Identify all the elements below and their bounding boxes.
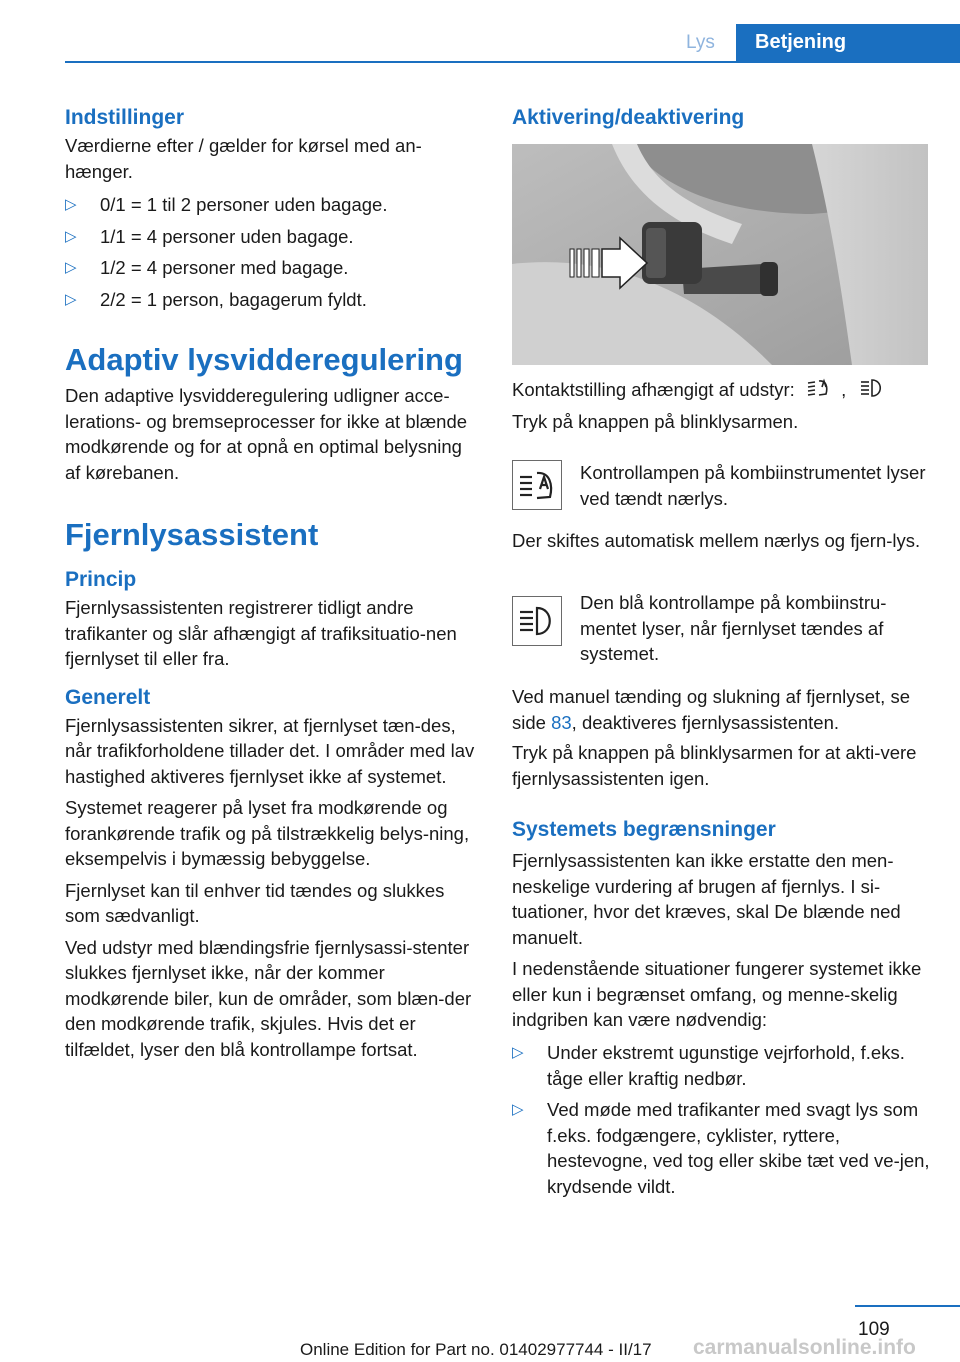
- lamp1-text: Kontrollampen på kombiinstrumentet lyser ved tændt nærlys.: [580, 462, 926, 509]
- page-link[interactable]: 83: [551, 711, 572, 733]
- lamp2-text: Den blå kontrollampe på kombiinstru-mentet lyser, når fjernlyset tændes af systemet.: [580, 592, 887, 664]
- list-item: ▷ 1/1 = 4 personer uden bagage.: [65, 224, 480, 250]
- list-item: ▷ 0/1 = 1 til 2 personer uden bagage.: [65, 192, 480, 218]
- indstillinger-heading: Indstillinger: [65, 106, 185, 129]
- begr-heading: Systemets begrænsninger: [512, 818, 776, 841]
- list-item: ▷ Under ekstremt ugunstige vejrforhold, f.eks. tåge eller kraftig nedbør.: [512, 1042, 905, 1089]
- page-number: 109: [858, 1319, 890, 1340]
- limits-list: [512, 1040, 932, 1199]
- triangle-right-icon: ▷: [512, 1101, 524, 1118]
- aktivering-heading: Aktivering/deaktivering: [512, 106, 745, 129]
- adaptiv-heading: Adaptiv lysvidderegulering: [65, 342, 463, 377]
- fjernlys-heading: Fjernlysassistent: [65, 517, 319, 552]
- list-item: ▷ 1/2 = 4 personer med bagage.: [65, 255, 480, 281]
- left-column: [65, 104, 480, 1062]
- kontakt-line: [512, 377, 889, 405]
- triangle-right-icon: ▷: [65, 290, 77, 308]
- triangle-right-icon: ▷: [65, 196, 77, 213]
- header-chapter: Betjening: [755, 31, 847, 53]
- begr-text-2: I nedenstående situationer fungerer systemet ikke eller kun i begrænset omfang, og menne-skelig indgriben kan være nødvendig:: [512, 958, 922, 1030]
- lamp1-row: [512, 460, 928, 511]
- watermark: carmanualsonline.info: [693, 1336, 916, 1359]
- triangle-right-icon: ▷: [65, 259, 77, 276]
- manuel-text: Ved manuel tænding og slukning af fjernlyset, se side 83, deaktiveres fjernlysassistenten.: [512, 686, 910, 733]
- list-item: ▷ Ved møde med trafikanter med svagt lys som f.eks. fodgængere, cyklister, ryttere, hestevogne, ved tog eller skibe tæt ved ve-jen, krydsende vildt.: [512, 1099, 930, 1197]
- princip-text: Fjernlysassistenten registrerer tidligt andre trafikanter og slår afhængigt af trafiksituatio-nen fjernlyset til eller fra.: [65, 597, 457, 669]
- kontakt-text: Kontaktstilling afhængigt af udstyr:: [512, 379, 795, 400]
- skift-text: Der skiftes automatisk mellem nærlys og fjern-lys.: [512, 530, 921, 551]
- auto-headlight-lamp-icon: [512, 460, 562, 510]
- indstillinger-text: Værdierne efter / gælder for kørsel med an-hænger.: [65, 135, 422, 182]
- lamp2-row: [512, 590, 928, 667]
- adaptiv-text: Den adaptive lysvidderegulering udligner acce-lerations- og bremseprocesser for ikke at blænde modkørende og for at opnå en optimal belysning af kørebanen.: [65, 385, 468, 483]
- begr-text-1: Fjernlysassistenten kan ikke erstatte den men-neskelige vurdering af brugen af fjernlys. I si-tuationer, hvor det kræves, skal De blænde ned manuelt.: [512, 850, 901, 948]
- footer-rule: [855, 1305, 960, 1307]
- list-item: ▷ 2/2 = 1 person, bagagerum fyldt.: [65, 287, 480, 313]
- settings-list: [65, 192, 480, 312]
- triangle-right-icon: ▷: [512, 1044, 524, 1061]
- triangle-right-icon: ▷: [65, 227, 77, 245]
- generelt-text-2: Systemet reagerer på lyset fra modkørende og forankørende trafik og på tilstrækkelig belys-ning, eksempelvis i bymæssig bebyggelse.: [65, 797, 470, 869]
- generelt-heading: Generelt: [65, 685, 151, 709]
- auto-headlight-icon: [806, 377, 836, 405]
- edition-text: Online Edition for Part no. 01402977744 - II/17: [300, 1340, 652, 1359]
- generelt-text-1: Fjernlysassistenten sikrer, at fjernlyset tæn-des, når trafikforholdene tillader det. I områder med lav hastighed aktiveres fjernlyset ikke af systemet.: [65, 714, 475, 787]
- high-beam-icon: [859, 377, 889, 405]
- princip-heading: Princip: [65, 568, 137, 591]
- tryk2-text: Tryk på knappen på blinklysarmen for at akti-vere fjernlysassistenten igen.: [512, 742, 917, 789]
- right-column: [512, 104, 927, 131]
- generelt-text-3: Fjernlyset kan til enhver tid tændes og slukkes som sædvanligt.: [65, 879, 445, 926]
- header-section: Lys: [686, 32, 715, 53]
- high-beam-lamp-icon: [512, 596, 562, 646]
- generelt-text-4: Ved udstyr med blændingsfrie fjernlysassi-stenter slukkes fjernlyset ikke, når der kommer modkørende biler, kun de områder, som blæn-der den modkørende trafik, skjules. Hvis det er tilfældet, lyser den blå kontrollampe fortsat.: [65, 936, 472, 1060]
- kontakt-separator: ,: [841, 379, 847, 400]
- tryk-text: Tryk på knappen på blinklysarmen.: [512, 411, 799, 432]
- stalk-illustration: [512, 144, 928, 365]
